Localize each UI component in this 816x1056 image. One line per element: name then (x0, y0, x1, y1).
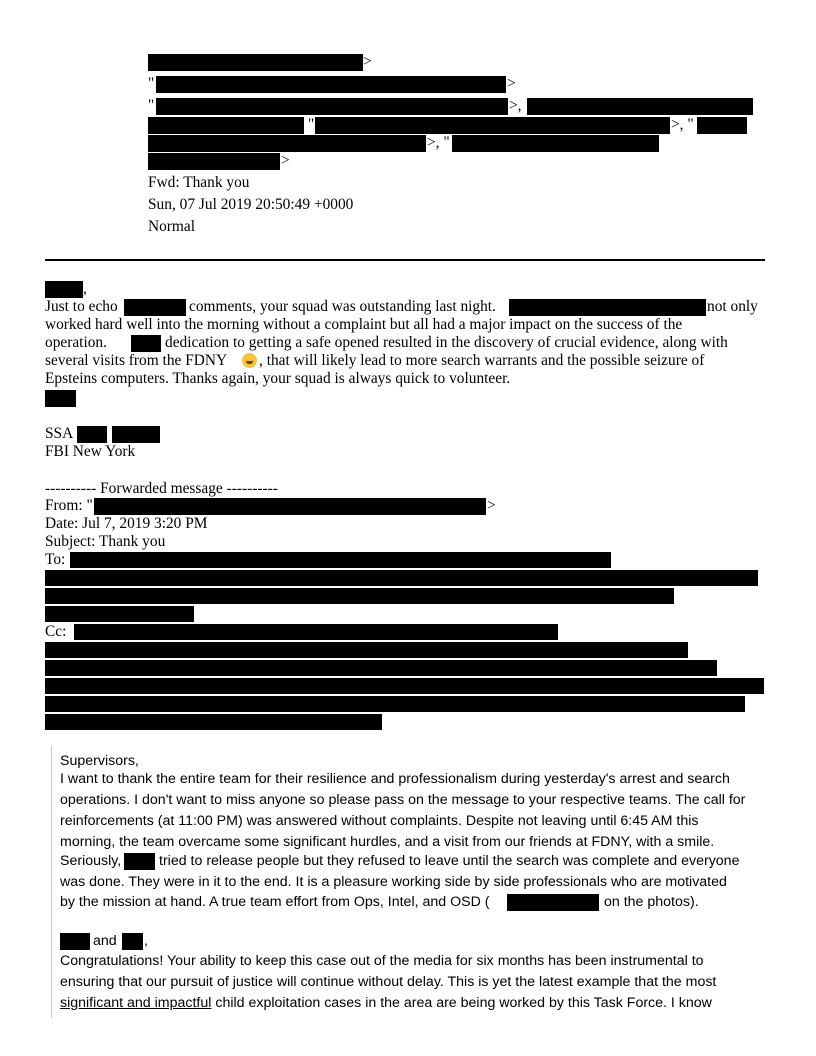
redaction (122, 933, 143, 950)
redaction (452, 135, 659, 152)
date-value: Sun, 07 Jul 2019 20:50:49 +0000 (148, 196, 354, 213)
redaction (74, 624, 558, 640)
redaction (60, 933, 90, 950)
importance-value: Normal (148, 218, 196, 235)
redaction (45, 606, 194, 622)
redaction (131, 335, 161, 352)
redaction (70, 552, 611, 568)
forward-separator: ---------- Forwarded message ---------- (45, 480, 278, 497)
redaction (45, 390, 76, 407)
redaction (45, 281, 83, 298)
redaction (45, 696, 745, 712)
quote-bar (51, 746, 52, 1018)
emphasis-underlined: significant and impactful (60, 995, 212, 1011)
redaction (315, 117, 670, 134)
redaction (45, 660, 717, 676)
header-divider (45, 259, 765, 261)
signature-office: FBI New York (45, 443, 136, 460)
grinning-squinting-face-icon (242, 353, 257, 368)
redaction (156, 76, 506, 93)
redaction (94, 498, 486, 515)
greeting: Supervisors, (60, 753, 139, 769)
subject-value: Fwd: Thank you (148, 174, 250, 191)
forward-date: Date: Jul 7, 2019 3:20 PM (45, 515, 208, 532)
redaction (509, 299, 706, 316)
redaction (507, 894, 599, 911)
redaction (527, 98, 753, 115)
forward-subject: Subject: Thank you (45, 533, 166, 550)
redaction (148, 135, 426, 152)
redaction (112, 426, 160, 443)
redaction (124, 299, 186, 316)
redaction (45, 642, 688, 658)
redaction (45, 678, 764, 694)
redaction (45, 714, 382, 730)
redaction (124, 853, 155, 870)
redaction (77, 426, 107, 443)
redaction (697, 117, 747, 134)
redaction (148, 117, 304, 134)
redaction (156, 98, 508, 115)
redaction (45, 588, 674, 604)
redaction (148, 54, 363, 71)
redaction (45, 570, 758, 586)
redaction (148, 153, 280, 170)
